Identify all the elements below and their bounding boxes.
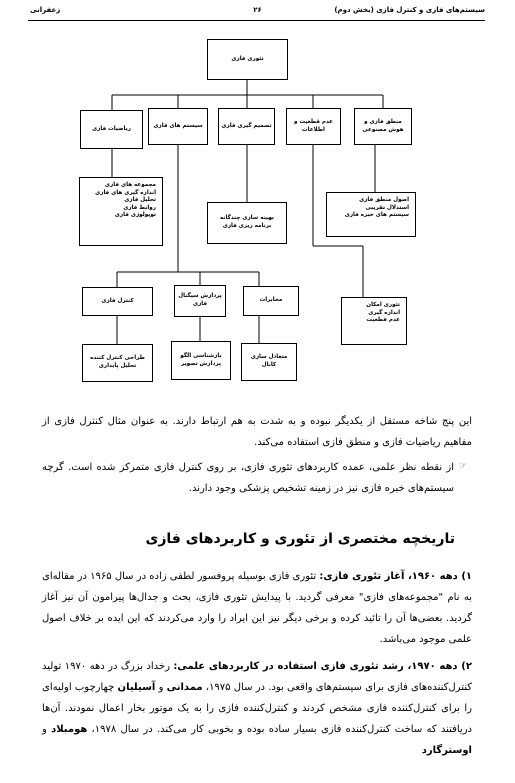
uncertainty-item: اندازه گیری xyxy=(368,309,400,316)
diagram-control-leaf xyxy=(82,344,153,382)
diagram-systems-control xyxy=(82,287,153,316)
diagram-logic-items xyxy=(326,192,416,237)
systems-child-label: کنترل فازی xyxy=(101,297,134,304)
decision-item: بهینه سازی چندگانه xyxy=(220,215,274,222)
diagram-root-label: تئوری فازی xyxy=(231,55,264,62)
paragraph-branches: این پنج شاخه مستقل از یکدیگر نبوده و به شدت به هم ارتباط دارند. به عنوان مثال کنترل فازی از مفاهیم ریاضیات فازی و منطق فازی استفاده می‌کند. xyxy=(42,416,472,448)
name-ostergaard: اوسترگارد xyxy=(421,745,472,756)
diagram-branch-decision xyxy=(218,108,275,145)
diagram-decision-items xyxy=(207,202,287,244)
diagram-systems-signal xyxy=(174,285,226,317)
page-number: ۲۶ xyxy=(253,6,262,14)
branch-label: عدم قطعیت و اطلاعات xyxy=(294,118,333,133)
uncertainty-item: تئوری امکان xyxy=(366,302,400,308)
decision-item: برنامه ریزی فازی xyxy=(222,223,272,229)
branch-label: تصمیم گیری فازی xyxy=(221,122,272,129)
pointing-hand-icon: ☞ xyxy=(459,461,468,471)
diagram-root-box xyxy=(207,39,288,80)
diagram-systems-comm xyxy=(243,286,299,316)
math-item: روابط فازی xyxy=(123,204,156,211)
history-item-1 xyxy=(42,566,472,650)
branch-label: منطق فازی و هوش مصنوعی xyxy=(362,118,404,133)
history-item-2 xyxy=(42,656,472,761)
history-item-1-text: تئوری فازی بوسیله پروفسور لطفی زاده در سال ۱۹۶۵ در مقاله‌ای به نام "مجموعه‌های فازی" معرفی گردید. با پیدایش تئوری فازی، بحث و جدال‌ها پیرامون آن نیز آغاز گردید. بعضی‌ها آن را تائید کرده و برخی دیگر نیز این ایراد را وارد می‌کردند که این ایده بر خلاف اصول علمی موجود می‌باشد. xyxy=(42,571,472,645)
logic-item: اصول منطق فازی xyxy=(359,197,409,203)
name-mamdani: ممدانی xyxy=(166,682,203,693)
diagram-comm-leaf xyxy=(241,343,297,381)
math-item: تحلیل فازی xyxy=(124,197,156,204)
diagram-branch-math xyxy=(80,110,143,149)
systems-child-label: پردازش سیگنال فازی xyxy=(178,293,222,307)
control-leaf-item: طراحی کنترل کننده xyxy=(90,355,145,362)
conjunction: و xyxy=(42,724,52,735)
comm-leaf-item: متعادل سازی کانال xyxy=(250,354,288,368)
header-publisher: زعفرانی xyxy=(30,6,61,14)
diagram-branch-systems xyxy=(148,108,208,145)
history-item-2-text-a: رخداد بزرگ در دهه ۱۹۷۰ تولید کنترل‌کننده‌های فازی برای سیستم‌های واقعی بود. در سال ۱۹۷۵، xyxy=(42,661,472,693)
signal-leaf-item: پردازش تصویر xyxy=(181,360,221,367)
diagram-branch-logic xyxy=(354,108,412,145)
signal-leaf-item: بازشناسی الگو xyxy=(180,352,222,359)
uncertainty-item: عدم قطعیت xyxy=(366,317,400,324)
name-holmblad: هومبلاد xyxy=(51,724,88,735)
branch-label: ریاضیات فازی xyxy=(92,125,131,132)
diagram-signal-leaf xyxy=(171,341,231,380)
diagram-uncertainty-items xyxy=(341,297,407,345)
history-item-1-lead: ۱) دهه ۱۹۶۰، آغاز تئوری فازی: xyxy=(319,571,472,582)
branch-label: سیستم های فازی xyxy=(153,122,203,129)
math-item: توپولوژی فازی xyxy=(114,212,156,219)
history-item-2-text-b: چهارچوب اولیه‌ای را برای کنترل‌کننده فازی مشخص کردند و کنترل‌کننده فازی را به یک موتور بخار اعمال نمودند. آن‌ها دریافتند که ساخت کنترل‌کننده فازی بسیار ساده بوده و بخوبی کار می‌کند. در سال ۱۹۷۸، xyxy=(42,682,472,735)
name-assilian: آسیلیان xyxy=(117,682,156,693)
history-item-2-lead: ۲) دهه ۱۹۷۰، رشد تئوری فازی استفاده در کاربردهای علمی: xyxy=(173,661,472,672)
conjunction: و xyxy=(155,682,167,693)
systems-child-label: مخابرات xyxy=(259,297,283,304)
paragraph-applications: از نقطه نظر علمی، عمده کاربردهای تئوری فازی، بر روی کنترل فازی متمرکز شده است. گرچه سیستم‌های خبره فازی نیز در زمینه تشخیص پزشکی وجود دارند. xyxy=(42,462,454,494)
diagram-branch-uncertainty xyxy=(286,108,341,145)
running-title: سیستم‌های فازی و کنترل فازی (بخش دوم) xyxy=(334,6,485,14)
logic-item: استدلال تقریبی xyxy=(365,204,409,211)
logic-item: سیستم های خبره فازی xyxy=(344,212,409,219)
section-title: تاریخچه مختصری از تئوری و کاربردهای فازی xyxy=(145,531,455,547)
math-item: اندازه گیری های فازی xyxy=(95,189,156,196)
math-item: مجموعه های فازی xyxy=(104,182,156,188)
diagram-math-items xyxy=(79,177,163,246)
control-leaf-item: تحلیل پایداری xyxy=(98,363,137,369)
